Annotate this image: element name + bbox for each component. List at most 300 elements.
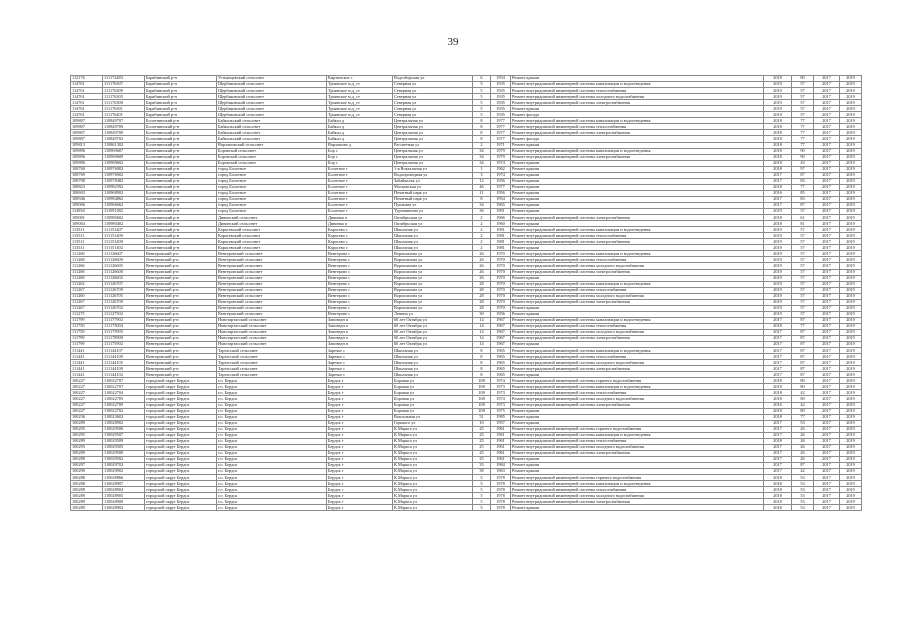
cell-build-year: 1970: [491, 251, 511, 257]
cell-work-type: Ремонт внутридомовой инженерной системы электроснабжения: [511, 269, 764, 275]
cell-period-start: 2017: [814, 209, 840, 215]
cell-wear-percent: 87: [792, 354, 814, 360]
cell-street: 60 лет Октября ул: [393, 342, 473, 348]
cell-district: городской округ Бердск: [145, 426, 217, 432]
cell-build-year: 1978: [491, 499, 511, 505]
cell-plan-year: 2018: [764, 323, 792, 329]
cell-settlement: Заповедн п: [327, 342, 393, 348]
cell-municipality: Новотартасский сельсовет: [217, 323, 327, 329]
cell-build-year: 1977: [491, 184, 511, 190]
cell-build-year: 1978: [491, 481, 511, 487]
cell-object-code: 110029500: [103, 450, 145, 456]
cell-street: Водозборская ул: [393, 76, 473, 82]
cell-settlement: Бор с: [327, 148, 393, 154]
cell-build-year: 1970: [491, 263, 511, 269]
cell-settlement: Троянское м.д_ст: [327, 88, 393, 94]
cell-plan-year: 2019: [764, 287, 792, 293]
cell-plan-year: 2017: [764, 348, 792, 354]
cell-build-year: 1961: [491, 450, 511, 456]
cell-object-code: 111126702: [103, 305, 145, 311]
cell-period-end: 2019: [840, 493, 862, 499]
cell-wear-percent: 87: [792, 342, 814, 348]
cell-object-code: 111151402: [103, 245, 145, 251]
cell-municipality: Венгеровский сельсовет: [217, 251, 327, 257]
cell-house-id: 113511: [71, 245, 103, 251]
cell-settlement: Бердск г: [327, 432, 393, 438]
cell-period-end: 2019: [840, 190, 862, 196]
cell-period-end: 2019: [840, 469, 862, 475]
cell-object-code: 111126705: [103, 293, 145, 299]
cell-period-start: 2017: [814, 420, 840, 426]
cell-wear-percent: 57: [792, 275, 814, 281]
cell-wear-percent: 81: [792, 221, 814, 227]
cell-period-start: 2017: [814, 112, 840, 118]
cell-street: Октябрьская ул: [393, 215, 473, 221]
cell-period-start: 2017: [814, 311, 840, 317]
cell-wear-percent: 57: [792, 311, 814, 317]
cell-street: Школьная ул: [393, 227, 473, 233]
cell-settlement: Байкал д: [327, 130, 393, 136]
cell-work-type: Ремонт внутридомовой инженерной системы теплоснабжения: [511, 354, 764, 360]
cell-district: Болотнинский р-н: [145, 160, 217, 166]
cell-house-id: 100227: [71, 396, 103, 402]
cell-house-id: 109006: [71, 202, 103, 208]
cell-municipality: Венгеровский сельсовет: [217, 293, 327, 299]
cell-plan-year: 2019: [764, 251, 792, 257]
cell-object-code: 110966662: [103, 202, 145, 208]
cell-plan-year: 2017: [764, 450, 792, 456]
cell-district: городской округ Бердск: [145, 493, 217, 499]
cell-settlement: Болотное г: [327, 166, 393, 172]
cell-period-start: 2017: [814, 499, 840, 505]
cell-object-code: 111176401: [103, 112, 145, 118]
cell-street: К.Маркса ул: [393, 463, 473, 469]
cell-build-year: 1971: [491, 142, 511, 148]
cell-period-end: 2019: [840, 384, 862, 390]
cell-wear-percent: 26: [792, 426, 814, 432]
cell-period-start: 2017: [814, 372, 840, 378]
cell-plan-year: 2019: [764, 305, 792, 311]
cell-wear-percent: 57: [792, 263, 814, 269]
cell-build-year: 1975: [491, 408, 511, 414]
cell-work-type: Ремонт внутридомовой инженерной системы электроснабжения: [511, 130, 764, 136]
cell-settlement: Бор с: [327, 154, 393, 160]
cell-plan-year: 2018: [764, 148, 792, 154]
cell-wear-percent: 77: [792, 118, 814, 124]
cell-house-id: 113511: [71, 227, 103, 233]
cell-municipality: Боровской сельсовет: [217, 154, 327, 160]
cell-period-end: 2019: [840, 438, 862, 444]
cell-settlement: Карасево с: [327, 245, 393, 251]
cell-street: Печатный парк ул: [393, 190, 473, 196]
cell-municipality: Венгеровский сельсовет: [217, 299, 327, 305]
cell-period-end: 2019: [840, 348, 862, 354]
cell-wear-percent: 57: [792, 82, 814, 88]
cell-municipality: г.о. Бердск: [217, 378, 327, 384]
cell-house-id: 111268: [71, 269, 103, 275]
cell-district: городской округ Бердск: [145, 384, 217, 390]
cell-settlement: Байкал д: [327, 118, 393, 124]
cell-municipality: Байкальский сельсовет: [217, 124, 327, 130]
cell-street: Школьная ул: [393, 348, 473, 354]
cell-street: К.Маркса ул: [393, 493, 473, 499]
cell-house-number: 2: [473, 239, 491, 245]
cell-settlement: Бердск г: [327, 505, 393, 511]
cell-plan-year: 2018: [764, 160, 792, 166]
cell-period-end: 2019: [840, 329, 862, 335]
cell-wear-percent: 90: [792, 154, 814, 160]
cell-work-type: Ремонт крыши: [511, 505, 764, 511]
cell-street: Ворошилова ул: [393, 263, 473, 269]
cell-period-start: 2017: [814, 118, 840, 124]
cell-street: Школьная ул: [393, 354, 473, 360]
cell-house-number: 8: [473, 360, 491, 366]
cell-plan-year: 2019: [764, 88, 792, 94]
cell-period-start: 2017: [814, 432, 840, 438]
cell-district: городской округ Бердск: [145, 408, 217, 414]
cell-object-code: 111144109: [103, 354, 145, 360]
cell-house-number: 5: [473, 100, 491, 106]
cell-street: К.Маркса ул: [393, 432, 473, 438]
cell-district: Венгеровский р-н: [145, 317, 217, 323]
cell-street: К.Маркса ул: [393, 426, 473, 432]
cell-district: Венгеровский р-н: [145, 329, 217, 335]
cell-plan-year: 2019: [764, 281, 792, 287]
cell-district: Венгеровский р-н: [145, 275, 217, 281]
cell-district: Болотнинский р-н: [145, 245, 217, 251]
cell-house-number: 2: [473, 233, 491, 239]
cell-wear-percent: 83: [792, 178, 814, 184]
cell-plan-year: 2018: [764, 154, 792, 160]
cell-district: Венгеровский р-н: [145, 263, 217, 269]
cell-plan-year: 2017: [764, 172, 792, 178]
cell-wear-percent: 77: [792, 142, 814, 148]
cell-work-type: Ремонт внутридомовой инженерной системы холодного водоснабжения: [511, 396, 764, 402]
cell-district: городской округ Бердск: [145, 432, 217, 438]
cell-plan-year: 2018: [764, 130, 792, 136]
cell-street: Ворошилова ул: [393, 293, 473, 299]
cell-work-type: Ремонт внутридомовой инженерной системы канализации и водоотведения: [511, 317, 764, 323]
cell-district: Венгеровский р-н: [145, 372, 217, 378]
cell-street: К.Маркса ул: [393, 499, 473, 505]
cell-object-code: 110028907: [103, 481, 145, 487]
cell-district: Болотнинский р-н: [145, 221, 217, 227]
cell-build-year: 1978: [491, 487, 511, 493]
cell-period-start: 2017: [814, 124, 840, 130]
cell-work-type: Ремонт крыши: [511, 196, 764, 202]
cell-period-end: 2019: [840, 487, 862, 493]
cell-period-start: 2017: [814, 263, 840, 269]
cell-settlement: Бердск г: [327, 414, 393, 420]
cell-house-id: 111267: [71, 287, 103, 293]
cell-build-year: 1962: [491, 166, 511, 172]
cell-object-code: 110028902: [103, 420, 145, 426]
cell-district: Болотнинский р-н: [145, 118, 217, 124]
cell-municipality: город Болотное: [217, 184, 327, 190]
cell-house-id: 100289: [71, 499, 103, 505]
cell-municipality: г.о. Бердск: [217, 420, 327, 426]
cell-house-id: 111268: [71, 257, 103, 263]
cell-street: Центральная ул: [393, 118, 473, 124]
cell-plan-year: 2017: [764, 366, 792, 372]
cell-object-code: 110022705: [103, 396, 145, 402]
cell-build-year: 1978: [491, 505, 511, 511]
cell-plan-year: 2017: [764, 426, 792, 432]
cell-house-id: 111799: [71, 336, 103, 342]
cell-district: Болотнинский р-н: [145, 154, 217, 160]
cell-municipality: Щербаковский сельсовет: [217, 112, 327, 118]
cell-period-end: 2019: [840, 202, 862, 208]
cell-house-number: 25: [473, 438, 491, 444]
cell-build-year: 1973: [491, 384, 511, 390]
cell-house-number: 30: [473, 311, 491, 317]
cell-house-id: 100227: [71, 384, 103, 390]
cell-period-end: 2019: [840, 136, 862, 142]
cell-object-code: 110969602: [103, 160, 145, 166]
cell-period-start: 2017: [814, 348, 840, 354]
cell-period-end: 2019: [840, 100, 862, 106]
cell-district: Болотнинский р-н: [145, 172, 217, 178]
cell-wear-percent: 87: [792, 463, 814, 469]
cell-work-type: Ремонт фасада: [511, 136, 764, 142]
cell-wear-percent: 80: [792, 396, 814, 402]
cell-house-id: 109896: [71, 160, 103, 166]
cell-settlement: Бердск г: [327, 426, 393, 432]
cell-municipality: Венгеровский сельсовет: [217, 257, 327, 263]
cell-period-start: 2017: [814, 481, 840, 487]
cell-build-year: 1965: [491, 202, 511, 208]
cell-object-code: 111177902: [103, 317, 145, 323]
cell-period-start: 2017: [814, 275, 840, 281]
cell-street: Центральная ул: [393, 130, 473, 136]
cell-object-code: 111126609: [103, 257, 145, 263]
cell-house-number: 14: [473, 317, 491, 323]
cell-municipality: Карасевский сельсовет: [217, 245, 327, 251]
cell-wear-percent: 57: [792, 88, 814, 94]
cell-period-end: 2019: [840, 475, 862, 481]
cell-work-type: Ремонт крыши: [511, 469, 764, 475]
cell-period-start: 2017: [814, 299, 840, 305]
cell-plan-year: 2019: [764, 293, 792, 299]
cell-build-year: 1967: [491, 342, 511, 348]
cell-plan-year: 2019: [764, 239, 792, 245]
cell-house-number: 26: [473, 275, 491, 281]
cell-street: Боровая ул: [393, 408, 473, 414]
cell-plan-year: 2018: [764, 414, 792, 420]
cell-build-year: 1978: [491, 493, 511, 499]
cell-object-code: 111091002: [103, 209, 145, 215]
cell-house-id: 111759: [71, 329, 103, 335]
cell-municipality: город Болотное: [217, 209, 327, 215]
cell-period-end: 2019: [840, 263, 862, 269]
cell-object-code: 111175902: [103, 342, 145, 348]
cell-wear-percent: 53: [792, 420, 814, 426]
cell-plan-year: 2019: [764, 269, 792, 275]
cell-house-number: 2: [473, 221, 491, 227]
cell-period-end: 2019: [840, 444, 862, 450]
cell-period-start: 2017: [814, 456, 840, 462]
cell-object-code: 110849702: [103, 136, 145, 142]
cell-period-end: 2019: [840, 76, 862, 82]
cell-house-id: 109807: [71, 124, 103, 130]
cell-settlement: Бердск г: [327, 378, 393, 384]
cell-wear-percent: 57: [792, 299, 814, 305]
cell-work-type: Ремонт внутридомовой инженерной системы канализации и водоотведения: [511, 384, 764, 390]
cell-build-year: 1935: [491, 112, 511, 118]
cell-period-end: 2019: [840, 372, 862, 378]
cell-plan-year: 2018: [764, 438, 792, 444]
cell-house-id: 113511: [71, 239, 103, 245]
cell-house-number: 108: [473, 408, 491, 414]
cell-object-code: 110029507: [103, 432, 145, 438]
cell-settlement: Карасево с: [327, 227, 393, 233]
cell-settlement: Бердск г: [327, 493, 393, 499]
cell-district: Болотнинский р-н: [145, 136, 217, 142]
cell-plan-year: 2017: [764, 420, 792, 426]
cell-settlement: Бор с: [327, 160, 393, 166]
cell-plan-year: 2018: [764, 481, 792, 487]
cell-district: городской округ Бердск: [145, 487, 217, 493]
cell-period-end: 2019: [840, 505, 862, 511]
cell-period-start: 2017: [814, 100, 840, 106]
cell-plan-year: 2017: [764, 196, 792, 202]
cell-municipality: Устьянцевский сельсовет: [217, 76, 327, 82]
cell-house-id: 114761: [71, 112, 103, 118]
cell-work-type: Ремонт крыши: [511, 166, 764, 172]
cell-street: К.Маркса ул: [393, 481, 473, 487]
cell-period-end: 2019: [840, 342, 862, 348]
cell-municipality: город Болотное: [217, 166, 327, 172]
cell-work-type: Ремонт крыши: [511, 420, 764, 426]
cell-period-end: 2019: [840, 124, 862, 130]
cell-work-type: Ремонт крыши: [511, 275, 764, 281]
cell-build-year: 1954: [491, 196, 511, 202]
cell-street: К.Маркса ул: [393, 456, 473, 462]
cell-house-id: 109004: [71, 221, 103, 227]
cell-wear-percent: 26: [792, 444, 814, 450]
cell-work-type: Ремонт крыши: [511, 160, 764, 166]
cell-work-type: Ремонт внутридомовой инженерной системы электроснабжения: [511, 402, 764, 408]
cell-street: 60 лет Октября ул: [393, 336, 473, 342]
cell-object-code: 111175004: [103, 323, 145, 329]
cell-period-end: 2019: [840, 463, 862, 469]
cell-wear-percent: 57: [792, 287, 814, 293]
cell-object-code: 111126707: [103, 281, 145, 287]
cell-settlement: Венгерово с: [327, 299, 393, 305]
cell-street: Ворошилова ул: [393, 287, 473, 293]
cell-house-id: 109001: [71, 215, 103, 221]
cell-municipality: Тартасский сельсовет: [217, 360, 327, 366]
cell-object-code: 111127502: [103, 311, 145, 317]
cell-municipality: Боровской сельсовет: [217, 148, 327, 154]
cell-period-start: 2017: [814, 487, 840, 493]
cell-build-year: 1977: [491, 124, 511, 130]
cell-house-id: 100297: [71, 463, 103, 469]
cell-object-code: 111126605: [103, 263, 145, 269]
cell-house-number: 25: [473, 432, 491, 438]
cell-house-number: 6: [473, 76, 491, 82]
cell-municipality: Тартасский сельсовет: [217, 372, 327, 378]
cell-street: Пушкина ул: [393, 202, 473, 208]
cell-work-type: Ремонт внутридомовой инженерной системы теплоснабжения: [511, 438, 764, 444]
cell-municipality: г.о. Бердск: [217, 499, 327, 505]
cell-municipality: Тартасский сельсовет: [217, 354, 327, 360]
cell-settlement: Бердск г: [327, 487, 393, 493]
cell-wear-percent: 77: [792, 136, 814, 142]
cell-house-number: 25: [473, 444, 491, 450]
cell-work-type: Ремонт внутридомовой инженерной системы канализации и водоотведения: [511, 227, 764, 233]
cell-district: Болотнинский р-н: [145, 209, 217, 215]
cell-settlement: Бердск г: [327, 402, 393, 408]
cell-plan-year: 2019: [764, 94, 792, 100]
cell-work-type: Ремонт внутридомовой инженерной системы теплоснабжения: [511, 390, 764, 396]
cell-work-type: Ремонт крыши: [511, 414, 764, 420]
cell-house-id: 100289: [71, 493, 103, 499]
cell-settlement: Троянское м.д_ст: [327, 106, 393, 112]
cell-wear-percent: 87: [792, 372, 814, 378]
cell-period-start: 2017: [814, 82, 840, 88]
cell-district: Болотнинский р-н: [145, 233, 217, 239]
cell-period-end: 2019: [840, 245, 862, 251]
cell-wear-percent: 87: [792, 348, 814, 354]
cell-period-start: 2017: [814, 323, 840, 329]
cell-municipality: Венгеровский сельсовет: [217, 311, 327, 317]
cell-house-id: 100288: [71, 487, 103, 493]
cell-municipality: г.о. Бердск: [217, 438, 327, 444]
cell-work-type: Ремонт внутридомовой инженерной системы холодного водоснабжения: [511, 263, 764, 269]
cell-object-code: 111176307: [103, 82, 145, 88]
cell-build-year: 1965: [491, 372, 511, 378]
cell-house-number: 34: [473, 202, 491, 208]
cell-build-year: 1961: [491, 438, 511, 444]
cell-house-id: 114761: [71, 82, 103, 88]
cell-municipality: г.о. Бердск: [217, 408, 327, 414]
cell-period-start: 2017: [814, 402, 840, 408]
cell-house-id: 109896: [71, 154, 103, 160]
cell-settlement: Заречье с: [327, 348, 393, 354]
cell-house-number: 108: [473, 384, 491, 390]
cell-wear-percent: 26: [792, 450, 814, 456]
cell-settlement: Бердск г: [327, 475, 393, 481]
cell-work-type: Ремонт внутридомовой инженерной системы горячего водоснабжения: [511, 426, 764, 432]
cell-period-start: 2017: [814, 475, 840, 481]
cell-municipality: г.о. Бердск: [217, 384, 327, 390]
cell-object-code: 111176301: [103, 106, 145, 112]
cell-work-type: Ремонт крыши: [511, 76, 764, 82]
cell-period-start: 2017: [814, 130, 840, 136]
cell-object-code: 110022707: [103, 384, 145, 390]
cell-work-type: Ремонт внутридомовой инженерной системы канализации и водоотведения: [511, 148, 764, 154]
cell-settlement: Заречье с: [327, 366, 393, 372]
cell-period-start: 2017: [814, 221, 840, 227]
cell-object-code: 110029902: [103, 469, 145, 475]
cell-object-code: 110028905: [103, 493, 145, 499]
cell-object-code: 111178900: [103, 336, 145, 342]
cell-district: городской округ Бердск: [145, 402, 217, 408]
cell-period-start: 2017: [814, 342, 840, 348]
cell-house-id: 114930: [71, 209, 103, 215]
cell-house-number: 2: [473, 227, 491, 233]
cell-district: городской округ Бердск: [145, 438, 217, 444]
cell-wear-percent: 97: [792, 166, 814, 172]
cell-work-type: Ремонт крыши: [511, 184, 764, 190]
cell-street: Школьная ул: [393, 239, 473, 245]
cell-plan-year: 2018: [764, 76, 792, 82]
cell-district: Барабинский р-н: [145, 106, 217, 112]
cell-house-id: 109896: [71, 148, 103, 154]
cell-wear-percent: 61: [792, 215, 814, 221]
cell-house-id: 114761: [71, 94, 103, 100]
